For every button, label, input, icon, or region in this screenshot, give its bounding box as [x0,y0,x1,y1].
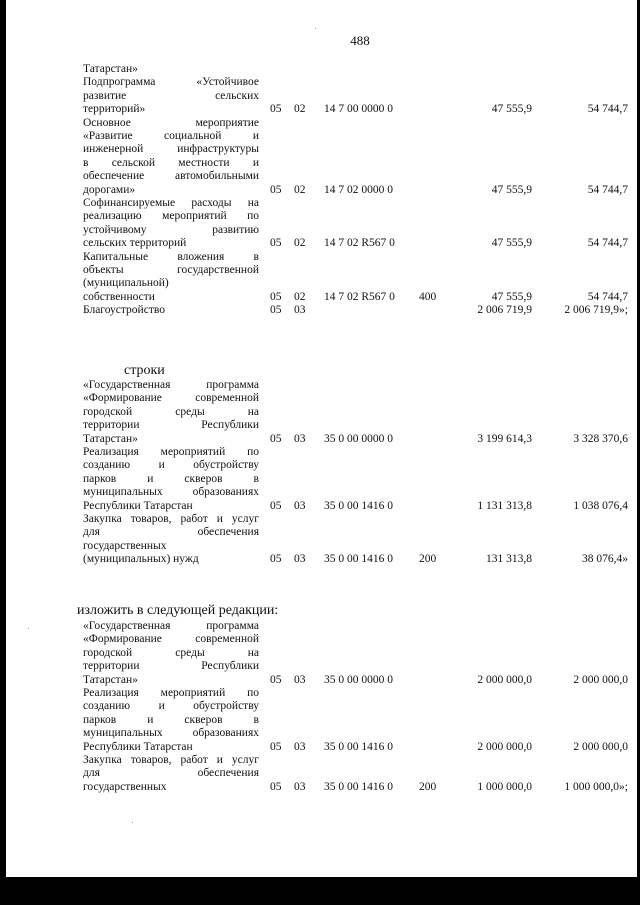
row-name-line: обеспечение автомобильными [83,170,259,183]
scan-speck [28,628,29,629]
target-article-code: 35 0 00 1416 0 [324,780,393,793]
target-article-code: 35 0 00 1416 0 [324,740,393,753]
section-code: 05 [270,290,282,303]
row-name-line: парков и скверов в [83,472,259,485]
target-article-code: 14 7 02 R567 0 [324,290,395,303]
row-name-line: сельских территорий [83,237,187,250]
row-name-line: для обеспечения [83,767,259,780]
expense-type-code: 200 [419,780,437,793]
row-name-line: Закупка товаров, работ и услуг [83,513,259,525]
row-name-line: Софинансируемые расходы на [83,197,259,209]
amount-year-2: 2 006 719,9»; [564,304,628,317]
section-code: 05 [270,780,282,793]
amount-year-2: 3 328 370,6 [573,432,628,445]
row-name-line: для обеспечения [83,526,259,539]
row-name-line: «Государственная программа [83,620,259,632]
subsection-code: 03 [294,499,306,512]
amount-year-1: 47 555,9 [491,290,532,303]
amount-year-2: 54 744,7 [587,237,628,250]
row-name [83,446,259,513]
row-name-line: созданию и обустройству [83,700,259,713]
amount-year-1: 47 555,9 [491,237,532,250]
section-code: 05 [270,304,282,317]
row-name-line: Татарстан» [83,63,138,75]
row-name [83,513,259,567]
row-name-line: дорогами» [83,183,136,196]
row-name-line: Республики Татарстан [83,740,193,753]
amount-year-1: 131 313,8 [486,553,532,566]
amount-year-1: 47 555,9 [491,103,532,116]
row-name [83,754,259,794]
row-name-line: Капитальные вложения в [83,250,259,263]
expense-type-code: 400 [419,290,437,303]
row-name-line: городской среды на [83,405,259,418]
amount-year-1: 1 131 313,8 [477,499,532,512]
amount-year-2: 54 744,7 [587,103,628,116]
row-name-line: инженерной инфраструктуры [83,143,259,156]
row-name-line: парков и скверов в [83,713,259,726]
section-code: 05 [270,673,282,686]
row-name-line: муниципальных образованиях [83,727,259,740]
row-name [83,304,259,317]
page-number: 488 [350,33,370,48]
target-article-code: 14 7 02 0000 0 [324,183,393,196]
row-name-line: территорий» [83,103,146,116]
row-name-line: территории Республики [83,419,259,432]
amount-year-1: 2 000 000,0 [477,740,532,753]
row-name-line: «Государственная программа [83,379,259,391]
amount-year-2: 2 000 000,0 [573,740,628,753]
subsection-code: 02 [294,237,306,250]
row-name-line: Татарстан» [83,673,138,686]
row-name-line: Основное мероприятие [83,116,259,129]
amount-year-2: 38 076,4» [582,553,628,566]
row-name-line: объекты государственной [83,263,259,276]
amount-year-1: 1 000 000,0 [477,780,532,793]
target-article-code: 35 0 00 1416 0 [324,553,393,566]
expense-type-code: 200 [419,553,437,566]
row-name-line: государственных [83,539,167,552]
row-name-line: Закупка товаров, работ и услуг [83,754,259,766]
scan-edge-bottom [0,877,640,905]
row-name-line: «Формирование современной [83,633,259,646]
subsection-code: 02 [294,290,306,303]
amount-year-2: 1 038 076,4 [573,499,628,512]
row-name [83,76,259,116]
target-article-code: 35 0 00 0000 0 [324,673,393,686]
amount-year-2: 54 744,7 [587,290,628,303]
row-name-line: собственности [83,290,155,303]
amount-year-1: 3 199 614,3 [477,432,532,445]
row-name-line: (муниципальной) [83,277,169,290]
section-code: 05 [270,740,282,753]
row-name-line: в сельской местности и [83,156,259,169]
subsection-code: 02 [294,103,306,116]
amount-year-1: 47 555,9 [491,183,532,196]
row-name-line: государственных [83,780,167,793]
subsection-code: 03 [294,673,306,686]
section-code: 05 [270,237,282,250]
subsection-code: 03 [294,740,306,753]
row-name-line: созданию и обустройству [83,459,259,472]
row-name-line: устойчивому развитию [83,223,259,236]
row-name [83,379,259,446]
row-name [83,197,259,251]
amount-year-2: 54 744,7 [587,183,628,196]
row-name [83,620,259,687]
subsection-code: 03 [294,553,306,566]
section-code: 05 [270,432,282,445]
row-name-line: «Развитие социальной и [83,129,259,142]
section-code: 05 [270,183,282,196]
subsection-code: 02 [294,183,306,196]
row-name [83,117,259,197]
target-article-code: 35 0 00 1416 0 [324,499,393,512]
section-code: 05 [270,553,282,566]
row-name-line: (муниципальных) нужд [83,553,199,566]
subsection-code: 03 [294,780,306,793]
target-article-code: 14 7 02 R567 0 [324,237,395,250]
row-name-line: Реализация мероприятий по [83,687,259,699]
row-name-line: «Формирование современной [83,392,259,405]
subsection-code: 03 [294,304,306,317]
row-name-line: Благоустройство [83,304,165,317]
scan-speck [132,822,133,823]
row-name [83,63,259,76]
row-name [83,687,259,754]
section-code: 05 [270,103,282,116]
heading-rows: строки [124,363,165,378]
row-name-line: реализацию мероприятий по [83,210,259,223]
scan-speck [315,28,316,29]
section-code: 05 [270,499,282,512]
amount-year-2: 1 000 000,0»; [564,780,628,793]
row-name-line: городской среды на [83,646,259,659]
row-name [83,251,259,305]
row-name-line: территории Республики [83,660,259,673]
target-article-code: 14 7 00 0000 0 [324,103,393,116]
row-name-line: Реализация мероприятий по [83,446,259,458]
row-name-line: развитие сельских [83,89,259,102]
heading-replace: изложить в следующей редакции: [77,603,279,618]
row-name-line: Татарстан» [83,432,138,445]
row-name-line: Республики Татарстан [83,499,193,512]
target-article-code: 35 0 00 0000 0 [324,432,393,445]
amount-year-2: 2 000 000,0 [573,673,628,686]
row-name-line: муниципальных образованиях [83,486,259,499]
subsection-code: 03 [294,432,306,445]
row-name-line: Подпрограмма «Устойчивое [83,76,259,89]
amount-year-1: 2 006 719,9 [477,304,532,317]
amount-year-1: 2 000 000,0 [477,673,532,686]
